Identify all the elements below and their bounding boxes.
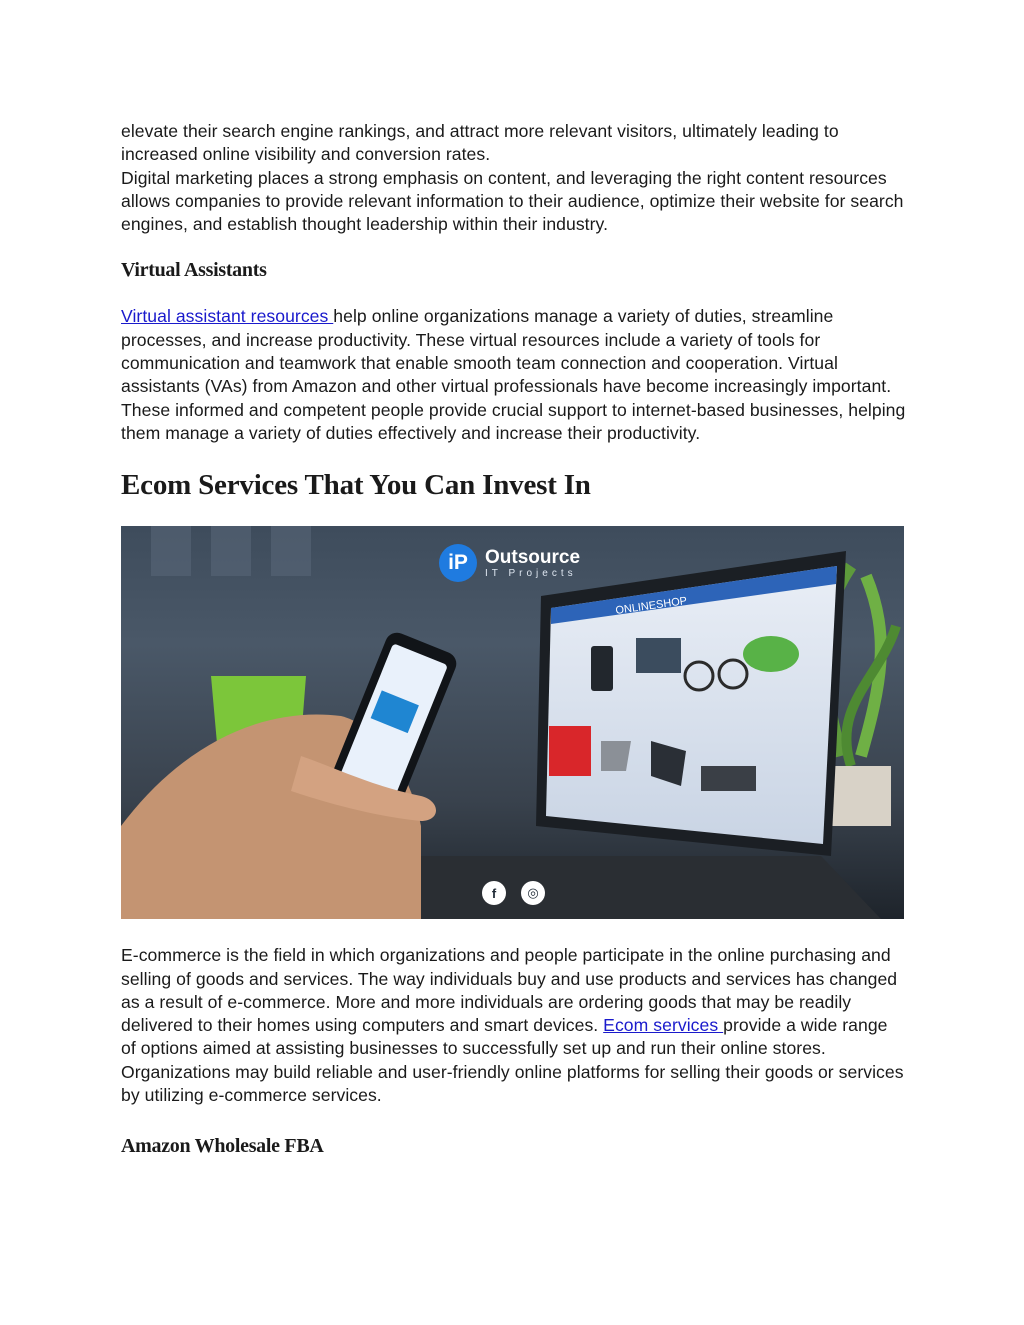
virtual-assistant-resources-link[interactable]: Virtual assistant resources [121, 306, 334, 327]
bg-window [271, 526, 311, 576]
ecom-services-heading: Ecom Services That You Can Invest In [121, 469, 591, 502]
bg-window [151, 526, 191, 576]
product-helmet [743, 636, 799, 672]
hand-with-phone [121, 629, 460, 919]
brand-logo [439, 544, 580, 582]
virtual-assistants-heading: Virtual Assistants [121, 259, 267, 282]
product-giftcard [549, 726, 591, 776]
virtual-assistants-paragraph [121, 305, 906, 445]
ecom-services-link[interactable]: Ecom services [603, 1015, 724, 1036]
ecom-body-after: provide a wide range of options aimed at assisting businesses to successfully set up and run their online stores. Organizations may build reliable and user-friendly online platforms for selling their goods or services by utilizing e-commerce services. [121, 1015, 904, 1106]
product-monitor [636, 638, 681, 673]
product-phone [591, 646, 613, 691]
bg-window [211, 526, 251, 576]
ecom-body-before: E-commerce is the field in which organizations and people participate in the online purchasing and selling of goods and services. The way individuals buy and use products and services has changed as a result of e-commerce. More and more individuals are ordering goods that may be readily delivered to their homes using computers and smart devices. [121, 945, 898, 1036]
brand-subtitle: IT Projects [485, 567, 577, 579]
brand-name: Outsource [485, 546, 581, 568]
product-clubs [601, 741, 631, 771]
shop-title: ONLINESHOP [614, 595, 688, 618]
content-text: Digital marketing places a strong emphasis on content, and leveraging the right content resources allows companies to provide relevant information to their audience, optimize their website for search engines, and establish thought leadership within their industry. [121, 167, 904, 235]
ecom-paragraph [121, 944, 906, 1107]
virtual-assistants-body: help online organizations manage a variety of duties, streamline processes, and increase productivity. These virtual resources include a variety of tools for communication and teamwork that enable smooth team connection and cooperation. Virtual assistants (VAs) from Amazon and other virtual professionals have become increasingly important. These informed and competent people provide crucial support to internet-based businesses, helping them manage a variety of duties effectively and increase their productivity. [121, 306, 906, 443]
laptop [536, 551, 846, 856]
facebook-icon[interactable]: f [482, 881, 506, 905]
ecommerce-illustration [121, 526, 904, 919]
ecommerce-photo [121, 526, 904, 919]
brand-mark: iP [439, 544, 477, 582]
document-page [121, 120, 906, 1158]
intro-text: elevate their search engine rankings, and attract more relevant visitors, ultimately leading to increased online visibility and conversion rates. [121, 121, 839, 165]
brand-wordmark [485, 548, 580, 579]
amazon-wholesale-heading: Amazon Wholesale FBA [121, 1135, 324, 1158]
instagram-icon[interactable]: ◎ [521, 881, 545, 905]
intro-paragraph [121, 120, 906, 236]
product-device [701, 766, 756, 791]
